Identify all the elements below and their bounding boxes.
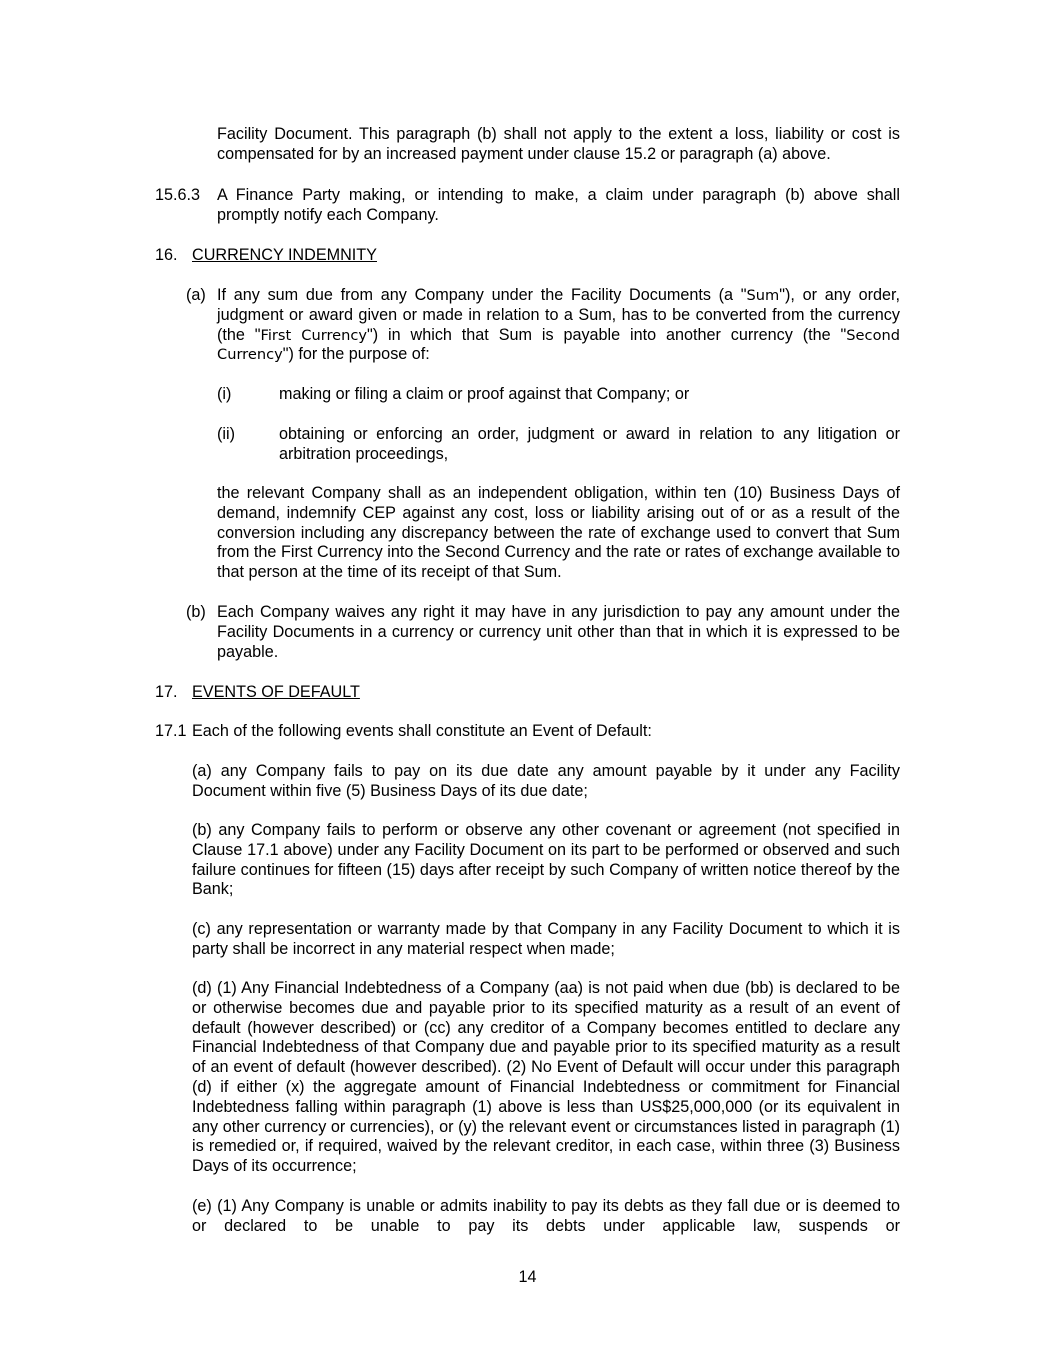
event-of-default-a: (a) any Company fails to pay on its due date any amount payable by it under any Facility Document within five (5) Business Days of its due date;: [192, 762, 900, 800]
section-16-heading: CURRENCY INDEMNITY: [192, 246, 377, 264]
event-of-default-c: (c) any representation or warranty made by that Company in any Facility Document to which it is party shall be incorrect in any material respect when made;: [192, 920, 900, 958]
section-16-number: 16.: [155, 246, 178, 264]
clause-16a-tail: the relevant Company shall as an independent obligation, within ten (10) Business Days of demand, indemnify CEP against any cost, loss or liability arising out of or as a result of the conversion including any discrepancy between the rate of exchange used to convert that Sum from the First Currency into the Second Currency and the rate or rates of exchange available to that person at the time of its receipt of that Sum.: [217, 484, 900, 582]
page-number: 14: [518, 1268, 537, 1286]
item-ii-text: obtaining or enforcing an order, judgment or award in relation to any litigation or arbitration proceedings,: [279, 425, 900, 463]
defined-term-first-currency: First Currency: [260, 326, 368, 344]
clause-16a-text-part2: "), or any order, judgment or award given or made in relation to a Sum, has to be converted from the currency (the ": [217, 286, 901, 344]
clause-15-6-3-text: A Finance Party making, or intending to make, a claim under paragraph (b) above shall promptly notify each Company.: [217, 186, 900, 224]
defined-term-sum: Sum: [746, 287, 780, 304]
item-i-text: making or filing a claim or proof against that Company; or: [279, 385, 690, 403]
clause-16a-text: [217, 286, 900, 365]
clause-number-15-6-3: 15.6.3: [155, 186, 201, 204]
clause-16a-text-part1: If any sum due from any Company under the Facility Documents (a ": [217, 286, 747, 304]
clause-16a-label: (a): [186, 286, 206, 304]
item-i-label: (i): [217, 385, 232, 403]
clause-16b-text: Each Company waives any right it may have in any jurisdiction to pay any amount under the Facility Documents in a currency or currency unit other than that in which it is expressed to be payable.: [217, 603, 900, 661]
clause-17-1-text: Each of the following events shall constitute an Event of Default:: [192, 722, 652, 740]
event-of-default-d: (d) (1) Any Financial Indebtedness of a Company (aa) is not paid when due (bb) is declared to be or otherwise becomes due and payable prior to its specified maturity as a result of an event of default (however described) or (cc) any creditor of a Company becomes entitled to declare any Financial Indebtedness of that Company due and payable prior to its specified maturity as a result of an event of default (however described). (2) No Event of Default will occur under this paragraph (d) if either (x) the aggregate amount of Financial Indebtedness or commitment for Financial Indebtedness falling within paragraph (1) above is less than US$25,000,000 (or its equivalent in any other currency or currencies), or (y) the relevant event or circumstances listed in paragraph (1) is remedied or, if required, waived by the relevant creditor, in each case, within three (3) Business Days of its occurrence;: [192, 979, 900, 1176]
event-of-default-e: (e) (1) Any Company is unable or admits inability to pay its debts as they fall due or is deemed to or declared to be unable to pay its debts under applicable law, suspends or: [192, 1197, 900, 1235]
defined-term-second-currency: Second Currency: [217, 326, 901, 364]
section-17-heading: EVENTS OF DEFAULT: [192, 683, 360, 701]
clause-16b-label: (b): [186, 603, 206, 621]
event-of-default-b: (b) any Company fails to perform or observe any other covenant or agreement (not specified in Clause 17.1 above) under any Facility Document on its part to be performed or observed and such failure continues for fifteen (15) days after receipt by such Company of written notice thereof by the Bank;: [192, 821, 900, 899]
item-ii-label: (ii): [217, 425, 235, 443]
clause-17-1-number: 17.1: [155, 722, 187, 740]
carryover-paragraph: Facility Document. This paragraph (b) shall not apply to the extent a loss, liability or cost is compensated for by an increased payment under clause 15.2 or paragraph (a) above.: [217, 125, 900, 163]
clause-16a-text-part4: ") for the purpose of:: [282, 345, 430, 364]
clause-16a-text-part3: ") in which that Sum is payable into another currency (the ": [367, 325, 847, 344]
section-17-number: 17.: [155, 683, 178, 701]
